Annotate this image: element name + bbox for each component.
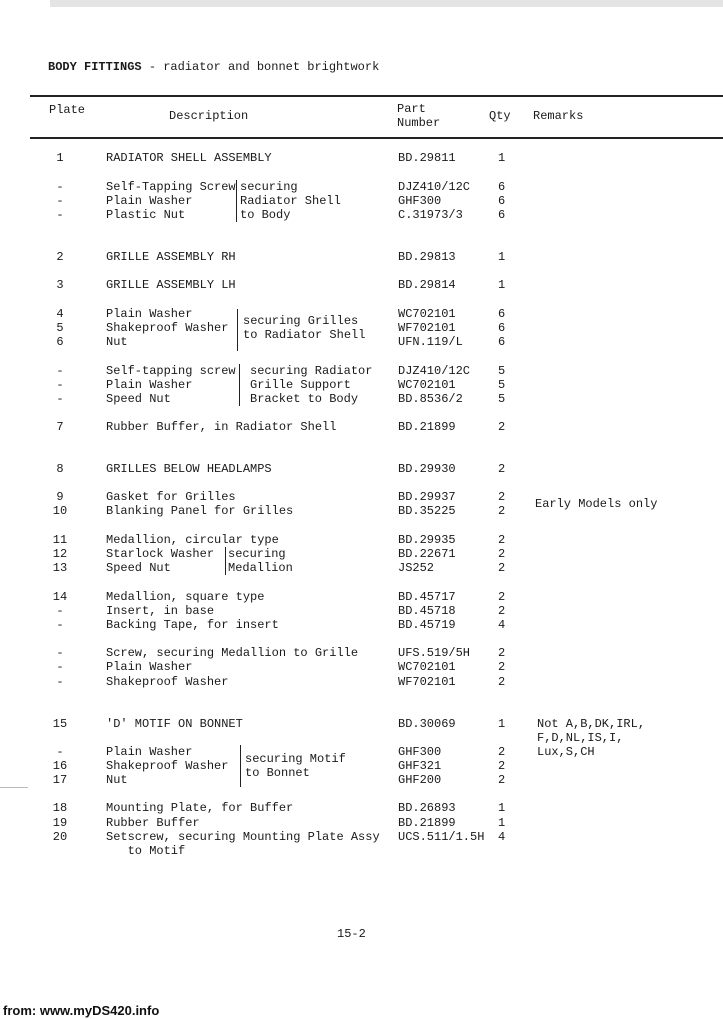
header-top-rule — [30, 95, 723, 97]
cell-desc: Starlock Washer — [106, 547, 215, 561]
cell-desc: Backing Tape, for insert — [106, 618, 279, 632]
cell-qty: 2 — [498, 604, 506, 618]
title-bold: BODY FITTINGS — [48, 60, 142, 74]
cell-plate: 8 — [56, 462, 64, 476]
cell-part: BD.29937 — [398, 490, 456, 504]
header-qty: Qty — [489, 109, 511, 123]
source-footer: from: www.myDS420.info — [3, 1003, 160, 1018]
cell-qty: 5 — [498, 378, 506, 392]
cell-part: GHF300 — [398, 745, 442, 759]
cell-desc: Plastic Nut — [106, 208, 186, 222]
cell-desc: GRILLE ASSEMBLY RH — [106, 250, 236, 264]
bracket-note-text: securing — [228, 547, 286, 561]
cell-desc: Plain Washer — [106, 745, 193, 759]
cell-plate: 11 — [52, 533, 68, 547]
cell-desc: Self-tapping screw — [106, 364, 236, 378]
cell-qty: 1 — [498, 278, 506, 292]
cell-desc: Speed Nut — [106, 392, 171, 406]
cell-desc: 'D' MOTIF ON BONNET — [106, 717, 243, 731]
cell-part: BD.21899 — [398, 816, 456, 830]
cell-plate: 10 — [52, 504, 68, 518]
cell-plate: 16 — [52, 759, 68, 773]
cell-desc: Shakeproof Washer — [106, 759, 229, 773]
cell-plate: - — [56, 660, 64, 674]
bracket-note-text: to Body — [240, 208, 291, 222]
cell-plate: - — [56, 208, 64, 222]
cell-part: WF702101 — [398, 321, 456, 335]
cell-desc: Nut — [106, 773, 128, 787]
cell-desc: Medallion, circular type — [106, 533, 279, 547]
cell-desc: Plain Washer — [106, 378, 193, 392]
cell-qty: 1 — [498, 717, 506, 731]
cell-desc: Shakeproof Washer — [106, 321, 229, 335]
cell-part: DJZ410/12C — [398, 364, 471, 378]
bracket-note-text: securing Radiator — [250, 364, 373, 378]
cell-qty: 6 — [498, 194, 506, 208]
cell-plate: 5 — [56, 321, 64, 335]
cell-plate: - — [56, 618, 64, 632]
cell-desc: Mounting Plate, for Buffer — [106, 801, 294, 815]
title-rest: - radiator and bonnet brightwork — [141, 60, 380, 74]
cell-plate: 19 — [52, 816, 68, 830]
bracket-line — [240, 745, 241, 787]
cell-qty: 4 — [498, 830, 506, 844]
cell-plate: 3 — [56, 278, 64, 292]
cell-plate: 2 — [56, 250, 64, 264]
cell-plate: 4 — [56, 307, 64, 321]
cell-part: DJZ410/12C — [398, 180, 471, 194]
cell-qty: 1 — [498, 816, 506, 830]
bracket-note-text: securing Grilles — [243, 314, 359, 328]
cell-qty: 1 — [498, 801, 506, 815]
cell-part: BD.26893 — [398, 801, 456, 815]
cell-desc: GRILLE ASSEMBLY LH — [106, 278, 236, 292]
bracket-note-text: to Bonnet — [245, 766, 310, 780]
cell-part: WF702101 — [398, 675, 456, 689]
cell-qty: 2 — [498, 759, 506, 773]
cell-qty: 6 — [498, 321, 506, 335]
cell-qty: 2 — [498, 533, 506, 547]
cell-plate: 17 — [52, 773, 68, 787]
cell-plate: - — [56, 364, 64, 378]
cell-part: GHF300 — [398, 194, 442, 208]
cell-qty: 2 — [498, 420, 506, 434]
cell-plate: 13 — [52, 561, 68, 575]
remarks-text: Lux,S,CH — [537, 745, 595, 759]
cell-plate: 9 — [56, 490, 64, 504]
cell-plate: 6 — [56, 335, 64, 349]
cell-part: BD.21899 — [398, 420, 456, 434]
cell-qty: 1 — [498, 151, 506, 165]
cell-plate: 15 — [52, 717, 68, 731]
cell-desc: GRILLES BELOW HEADLAMPS — [106, 462, 272, 476]
cell-part: BD.8536/2 — [398, 392, 463, 406]
bracket-note-text: Bracket to Body — [250, 392, 359, 406]
cell-qty: 6 — [498, 335, 506, 349]
cell-desc: Setscrew, securing Mounting Plate Assy — [106, 830, 380, 844]
cell-part: UCS.511/1.5H — [398, 830, 485, 844]
cell-qty: 2 — [498, 773, 506, 787]
bracket-line — [236, 180, 237, 222]
cell-plate: 14 — [52, 590, 68, 604]
remarks-text: Early Models only — [535, 497, 658, 511]
cell-qty: 5 — [498, 392, 506, 406]
page-number: 15-2 — [337, 927, 366, 941]
header-part-line1: Part — [397, 102, 426, 116]
cell-part: BD.45718 — [398, 604, 456, 618]
remarks-text: Not A,B,DK,IRL, — [537, 717, 646, 731]
cell-part: BD.29813 — [398, 250, 456, 264]
cell-qty: 2 — [498, 490, 506, 504]
cell-part: BD.30069 — [398, 717, 456, 731]
cell-part: BD.29930 — [398, 462, 456, 476]
cell-part: BD.45717 — [398, 590, 456, 604]
cell-qty: 2 — [498, 660, 506, 674]
header-bottom-rule — [30, 137, 723, 139]
cell-desc: to Motif — [106, 844, 186, 858]
cell-qty: 2 — [498, 590, 506, 604]
cell-qty: 4 — [498, 618, 506, 632]
cell-plate: 1 — [56, 151, 64, 165]
cell-plate: - — [56, 392, 64, 406]
cell-part: WC702101 — [398, 660, 456, 674]
cell-qty: 2 — [498, 462, 506, 476]
cell-part: WC702101 — [398, 378, 456, 392]
remarks-text: F,D,NL,IS,I, — [537, 731, 624, 745]
cell-qty: 1 — [498, 250, 506, 264]
header-plate: Plate — [49, 103, 86, 117]
cell-qty: 6 — [498, 208, 506, 222]
cell-part: GHF200 — [398, 773, 442, 787]
bracket-line — [237, 309, 238, 351]
cell-desc: Gasket for Grilles — [106, 490, 236, 504]
header-part-line2: Number — [397, 116, 441, 130]
bracket-line — [239, 364, 240, 406]
cell-desc: Plain Washer — [106, 660, 193, 674]
header-remarks: Remarks — [533, 109, 584, 123]
bracket-note-text: Medallion — [228, 561, 293, 575]
cell-part: BD.29935 — [398, 533, 456, 547]
cell-qty: 2 — [498, 646, 506, 660]
cell-desc: Self-Tapping Screw — [106, 180, 236, 194]
cell-desc: Screw, securing Medallion to Grille — [106, 646, 359, 660]
cell-desc: Shakeproof Washer — [106, 675, 229, 689]
cell-plate: 18 — [52, 801, 68, 815]
scan-edge — [50, 0, 723, 7]
cell-plate: - — [56, 180, 64, 194]
cell-plate: - — [56, 604, 64, 618]
header-description: Description — [169, 109, 249, 123]
cell-desc: Plain Washer — [106, 194, 193, 208]
cell-part: BD.29814 — [398, 278, 456, 292]
cell-desc: Rubber Buffer — [106, 816, 200, 830]
cell-part: BD.22671 — [398, 547, 456, 561]
page-title — [48, 60, 379, 74]
cell-plate: - — [56, 675, 64, 689]
cell-desc: Nut — [106, 335, 128, 349]
cell-qty: 6 — [498, 307, 506, 321]
scan-mark — [0, 787, 28, 788]
cell-plate: - — [56, 194, 64, 208]
cell-desc: Speed Nut — [106, 561, 171, 575]
cell-part: BD.45719 — [398, 618, 456, 632]
cell-desc: Blanking Panel for Grilles — [106, 504, 294, 518]
bracket-note-text: securing Motif — [245, 752, 346, 766]
cell-part: GHF321 — [398, 759, 442, 773]
cell-qty: 2 — [498, 745, 506, 759]
cell-desc: Medallion, square type — [106, 590, 265, 604]
cell-part: BD.35225 — [398, 504, 456, 518]
cell-qty: 2 — [498, 547, 506, 561]
bracket-note-text: to Radiator Shell — [243, 328, 366, 342]
cell-plate: - — [56, 378, 64, 392]
cell-part: C.31973/3 — [398, 208, 463, 222]
cell-desc: Rubber Buffer, in Radiator Shell — [106, 420, 337, 434]
cell-part: UFS.519/5H — [398, 646, 471, 660]
cell-qty: 2 — [498, 504, 506, 518]
cell-part: BD.29811 — [398, 151, 456, 165]
bracket-note-text: Radiator Shell — [240, 194, 341, 208]
cell-plate: - — [56, 745, 64, 759]
bracket-line — [225, 547, 226, 575]
cell-plate: 7 — [56, 420, 64, 434]
bracket-note-text: securing — [240, 180, 298, 194]
cell-part: WC702101 — [398, 307, 456, 321]
cell-desc: Insert, in base — [106, 604, 215, 618]
cell-part: UFN.119/L — [398, 335, 463, 349]
cell-plate: 20 — [52, 830, 68, 844]
bracket-note-text: Grille Support — [250, 378, 351, 392]
cell-qty: 2 — [498, 561, 506, 575]
cell-plate: 12 — [52, 547, 68, 561]
cell-qty: 5 — [498, 364, 506, 378]
cell-desc: Plain Washer — [106, 307, 193, 321]
cell-plate: - — [56, 646, 64, 660]
cell-desc: RADIATOR SHELL ASSEMBLY — [106, 151, 272, 165]
cell-qty: 6 — [498, 180, 506, 194]
cell-qty: 2 — [498, 675, 506, 689]
cell-part: JS252 — [398, 561, 435, 575]
